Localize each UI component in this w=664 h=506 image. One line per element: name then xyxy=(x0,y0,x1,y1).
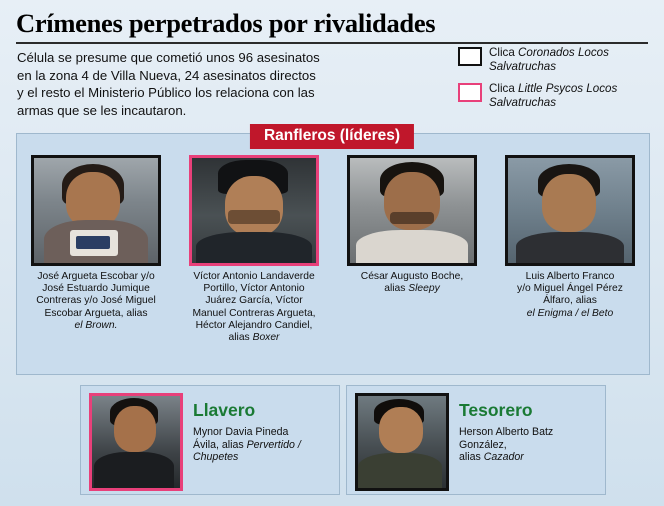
legend-item-text xyxy=(489,82,617,109)
leader-alias: el Brown. xyxy=(74,319,118,331)
page-title: Crímenes perpetrados por rivalidades xyxy=(16,8,436,38)
role-card-tesorero xyxy=(346,385,606,495)
intro-line-3: y el resto el Ministerio Público los relaciona con las xyxy=(17,85,315,100)
leader-card xyxy=(180,155,328,344)
legend-item-text xyxy=(489,46,609,73)
legend-clica-name: Coronados Locos xyxy=(518,46,609,59)
role-caption-line: Herson Alberto Batz xyxy=(459,426,554,438)
leader-caption-line: Contreras y/o José Miguel xyxy=(36,295,156,307)
role-caption-line: alias xyxy=(459,451,481,464)
leader-card xyxy=(22,155,170,332)
leader-caption xyxy=(338,271,486,295)
role-caption-line: González, xyxy=(459,438,507,451)
role-info xyxy=(459,386,559,464)
leader-card xyxy=(338,155,486,295)
leader-photo xyxy=(347,155,477,266)
legend-item xyxy=(458,46,654,73)
leader-photo xyxy=(505,155,635,266)
leader-alias: Sleepy xyxy=(408,283,440,295)
leader-caption-line: y/o Miguel Ángel Pérez xyxy=(517,283,623,295)
role-title: Llavero xyxy=(193,400,256,420)
role-caption-line: Ávila, alias xyxy=(193,438,244,451)
legend-clica-suffix: Salvatruchas xyxy=(489,95,557,109)
leader-caption xyxy=(496,271,644,320)
intro-line-2: en la zona 4 de Villa Nueva, 24 asesinatos directos xyxy=(17,67,316,83)
leader-caption-line: Víctor Antonio Landaverde xyxy=(193,271,315,282)
legend-swatch-pink-icon xyxy=(458,83,482,102)
leader-caption-line: Héctor Alejandro Candiel, xyxy=(195,319,313,331)
legend-item xyxy=(458,82,654,109)
leader-caption-line: Luis Alberto Franco xyxy=(525,271,615,282)
leader-caption-line: Álfaro, alias xyxy=(543,295,597,307)
role-caption xyxy=(459,426,553,464)
legend-clica-name: Little Psycos Locos xyxy=(518,82,618,96)
legend-swatch-black-icon xyxy=(458,47,482,66)
leader-caption-line: Manuel Contreras Argueta, xyxy=(192,307,316,319)
role-photo xyxy=(355,393,449,491)
leader-caption-line: José Estuardo Jumique xyxy=(42,283,150,295)
leader-caption xyxy=(180,271,328,344)
leader-alias: Boxer xyxy=(252,332,280,344)
leader-photo xyxy=(189,155,319,266)
leader-photo xyxy=(31,155,161,266)
role-alias: Cazador xyxy=(483,451,524,464)
leader-caption-line: César Augusto Boche, xyxy=(360,271,464,282)
role-alias: Pervertido / Chupetes xyxy=(193,438,301,464)
leader-caption-line: alias xyxy=(384,283,406,295)
role-caption-line: Mynor Davia Pineda xyxy=(193,426,289,438)
intro-line-4: armas que se les incautaron. xyxy=(17,102,187,118)
leader-caption-line: Juárez García, Víctor xyxy=(205,295,303,307)
role-card-llavero xyxy=(80,385,340,495)
intro-paragraph xyxy=(17,49,447,119)
legend-prefix: Clica xyxy=(489,82,518,96)
leader-caption-line: José Argueta Escobar y/o xyxy=(37,271,155,282)
leader-caption-line: Portillo, Víctor Antonio xyxy=(203,283,305,295)
intro-line-1: Célula se presume que cometió unos 96 asesinatos xyxy=(17,50,320,65)
leader-caption xyxy=(22,271,170,332)
role-photo xyxy=(89,393,183,491)
role-title: Tesorero xyxy=(459,400,533,420)
role-info xyxy=(193,386,339,464)
leader-card xyxy=(496,155,644,320)
role-caption xyxy=(193,426,333,464)
legend-prefix: Clica xyxy=(489,46,518,59)
legend xyxy=(458,46,654,118)
band-title-badge: Ranfleros (líderes) xyxy=(250,124,414,149)
leader-caption-line: alias xyxy=(228,332,250,344)
leader-caption-line: Escobar Argueta, alias xyxy=(44,307,148,319)
leader-alias: el Enigma / el Beto xyxy=(526,307,614,319)
title-divider xyxy=(16,42,648,44)
legend-clica-suffix: Salvatruchas xyxy=(489,59,557,73)
